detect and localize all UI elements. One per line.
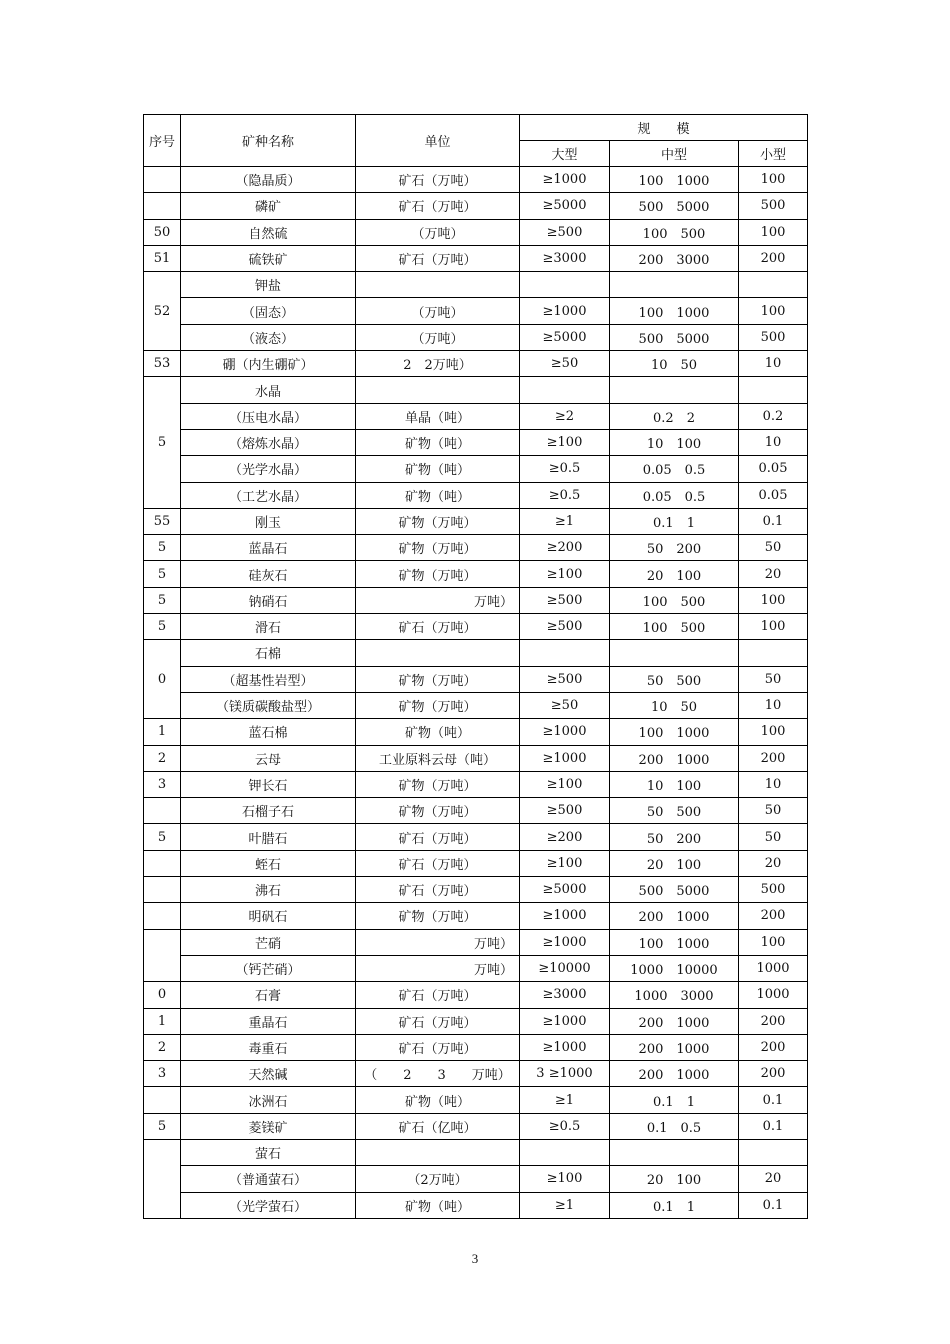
cell-name: （钙芒硝）	[181, 955, 356, 981]
cell-no	[144, 1139, 181, 1218]
cell-small: 100	[739, 587, 808, 613]
cell-small: 200	[739, 745, 808, 771]
cell-name: （液态）	[181, 324, 356, 350]
cell-large: ≥1000	[520, 298, 610, 324]
cell-no	[144, 1087, 181, 1113]
cell-small: 100	[739, 298, 808, 324]
cell-name: （固态）	[181, 298, 356, 324]
cell-unit: 工业原料云母（吨）	[356, 745, 520, 771]
cell-small: 20	[739, 561, 808, 587]
cell-no: 53	[144, 351, 181, 377]
header-small: 小型	[739, 141, 808, 167]
cell-name: 冰洲石	[181, 1087, 356, 1113]
cell-medium: 50 200	[610, 535, 739, 561]
cell-medium: 20 100	[610, 1166, 739, 1192]
cell-name: 菱镁矿	[181, 1113, 356, 1139]
cell-medium: 0.1 1	[610, 1192, 739, 1218]
cell-medium: 0.1 1	[610, 1087, 739, 1113]
table-row	[144, 377, 808, 403]
cell-small: 500	[739, 324, 808, 350]
cell-large: ≥1000	[520, 167, 610, 193]
cell-large: ≥1	[520, 508, 610, 534]
table-row	[144, 1061, 808, 1087]
cell-small: 10	[739, 429, 808, 455]
cell-small: 200	[739, 903, 808, 929]
cell-small: 0.2	[739, 403, 808, 429]
cell-large: ≥500	[520, 587, 610, 613]
cell-small: 0.1	[739, 1192, 808, 1218]
cell-small	[739, 1139, 808, 1165]
cell-small: 50	[739, 666, 808, 692]
cell-medium: 100 500	[610, 587, 739, 613]
table-row	[144, 1139, 808, 1165]
cell-medium: 10 50	[610, 692, 739, 718]
table-row	[144, 193, 808, 219]
table-row	[144, 587, 808, 613]
cell-large: 3 ≥1000	[520, 1061, 610, 1087]
cell-small: 50	[739, 824, 808, 850]
cell-unit: 矿物（万吨）	[356, 666, 520, 692]
table-row	[144, 219, 808, 245]
cell-unit: 矿石（万吨）	[356, 877, 520, 903]
cell-medium: 1000 3000	[610, 982, 739, 1008]
cell-name: （光学萤石）	[181, 1192, 356, 1218]
cell-no	[144, 903, 181, 929]
cell-no: 52	[144, 272, 181, 351]
cell-large: ≥100	[520, 771, 610, 797]
cell-large: ≥0.5	[520, 482, 610, 508]
cell-name: （压电水晶）	[181, 403, 356, 429]
cell-small: 0.05	[739, 456, 808, 482]
cell-large: ≥3000	[520, 982, 610, 1008]
cell-small: 500	[739, 877, 808, 903]
table-row	[144, 798, 808, 824]
cell-name: （超基性岩型）	[181, 666, 356, 692]
cell-small: 20	[739, 850, 808, 876]
cell-name: 滑石	[181, 614, 356, 640]
cell-unit: 矿物（万吨）	[356, 798, 520, 824]
cell-large: ≥10000	[520, 955, 610, 981]
cell-unit: 矿石（万吨）	[356, 850, 520, 876]
cell-name: 明矾石	[181, 903, 356, 929]
cell-medium: 200 1000	[610, 1061, 739, 1087]
header-unit: 单位	[356, 115, 520, 167]
cell-unit: 矿物（万吨）	[356, 508, 520, 534]
table-row	[144, 272, 808, 298]
table-row	[144, 929, 808, 955]
cell-large: ≥1	[520, 1192, 610, 1218]
cell-no: 5	[144, 587, 181, 613]
table-row	[144, 535, 808, 561]
cell-name: 刚玉	[181, 508, 356, 534]
cell-large: ≥5000	[520, 877, 610, 903]
cell-medium: 100 500	[610, 614, 739, 640]
cell-small: 10	[739, 351, 808, 377]
cell-small: 100	[739, 719, 808, 745]
cell-name: 蛭石	[181, 850, 356, 876]
cell-unit: 矿物（万吨）	[356, 535, 520, 561]
cell-unit: 2 2万吨）	[356, 351, 520, 377]
cell-medium: 200 1000	[610, 1008, 739, 1034]
cell-small: 100	[739, 929, 808, 955]
table-row	[144, 1008, 808, 1034]
table-row	[144, 877, 808, 903]
cell-large: ≥500	[520, 614, 610, 640]
cell-name: 石榴子石	[181, 798, 356, 824]
cell-name: 重晶石	[181, 1008, 356, 1034]
cell-unit: 矿石（万吨）	[356, 193, 520, 219]
cell-unit: 矿物（吨）	[356, 456, 520, 482]
cell-small: 1000	[739, 955, 808, 981]
cell-small: 500	[739, 193, 808, 219]
table-row	[144, 824, 808, 850]
table-row	[144, 298, 808, 324]
table-row	[144, 1087, 808, 1113]
cell-unit: 矿石（万吨）	[356, 245, 520, 271]
cell-medium: 20 100	[610, 561, 739, 587]
cell-small	[739, 640, 808, 666]
cell-small: 50	[739, 798, 808, 824]
cell-medium: 100 1000	[610, 298, 739, 324]
cell-medium: 200 1000	[610, 1034, 739, 1060]
cell-unit: 矿物（万吨）	[356, 561, 520, 587]
cell-no	[144, 929, 181, 982]
cell-name: 沸石	[181, 877, 356, 903]
cell-unit: 矿物（吨）	[356, 1087, 520, 1113]
cell-small: 0.1	[739, 1113, 808, 1139]
cell-small: 1000	[739, 982, 808, 1008]
cell-large: ≥1000	[520, 1008, 610, 1034]
cell-unit	[356, 640, 520, 666]
table-row	[144, 640, 808, 666]
cell-medium: 500 5000	[610, 193, 739, 219]
cell-large: ≥100	[520, 850, 610, 876]
header-row-1	[144, 115, 808, 141]
cell-unit	[356, 272, 520, 298]
cell-large: ≥200	[520, 535, 610, 561]
cell-medium: 10 100	[610, 771, 739, 797]
cell-small: 0.05	[739, 482, 808, 508]
cell-medium	[610, 640, 739, 666]
cell-medium	[610, 1139, 739, 1165]
cell-name: （隐晶质）	[181, 167, 356, 193]
cell-name: 硫铁矿	[181, 245, 356, 271]
cell-medium: 200 3000	[610, 245, 739, 271]
mineral-scale-table	[143, 114, 808, 1219]
cell-medium: 50 500	[610, 798, 739, 824]
header-scale: 规 模	[520, 115, 808, 141]
cell-no: 5	[144, 535, 181, 561]
header-no: 序号	[144, 115, 181, 167]
cell-unit: 矿石（万吨）	[356, 824, 520, 850]
cell-large: ≥100	[520, 561, 610, 587]
cell-medium: 200 1000	[610, 903, 739, 929]
cell-large	[520, 377, 610, 403]
cell-small	[739, 377, 808, 403]
cell-no: 5	[144, 1113, 181, 1139]
cell-no: 2	[144, 1034, 181, 1060]
table-row	[144, 429, 808, 455]
cell-medium: 100 1000	[610, 929, 739, 955]
cell-large	[520, 272, 610, 298]
cell-unit: 矿石（万吨）	[356, 1008, 520, 1034]
cell-no	[144, 798, 181, 824]
cell-medium: 10 100	[610, 429, 739, 455]
table-row	[144, 482, 808, 508]
cell-large: ≥1	[520, 1087, 610, 1113]
cell-name: （光学水晶）	[181, 456, 356, 482]
cell-name: 水晶	[181, 377, 356, 403]
cell-unit: （万吨）	[356, 324, 520, 350]
cell-unit: 万吨）	[356, 929, 520, 955]
cell-large: ≥5000	[520, 193, 610, 219]
cell-medium: 0.05 0.5	[610, 482, 739, 508]
table-row	[144, 403, 808, 429]
cell-unit: （万吨）	[356, 219, 520, 245]
cell-no: 3	[144, 1061, 181, 1087]
cell-name: 石棉	[181, 640, 356, 666]
cell-medium	[610, 377, 739, 403]
cell-medium: 50 500	[610, 666, 739, 692]
cell-no: 0	[144, 982, 181, 1008]
cell-medium: 500 5000	[610, 324, 739, 350]
cell-name: 蓝晶石	[181, 535, 356, 561]
cell-medium: 0.2 2	[610, 403, 739, 429]
cell-unit: 矿石（万吨）	[356, 1034, 520, 1060]
cell-no: 55	[144, 508, 181, 534]
cell-large: ≥5000	[520, 324, 610, 350]
cell-unit: 矿石（万吨）	[356, 982, 520, 1008]
cell-name: （镁质碳酸盐型）	[181, 692, 356, 718]
cell-no: 3	[144, 771, 181, 797]
cell-small: 100	[739, 219, 808, 245]
cell-large: ≥0.5	[520, 456, 610, 482]
cell-small: 200	[739, 1061, 808, 1087]
cell-large: ≥50	[520, 351, 610, 377]
cell-unit: 万吨）	[356, 587, 520, 613]
cell-no: 1	[144, 1008, 181, 1034]
table-row	[144, 903, 808, 929]
cell-no: 5	[144, 377, 181, 508]
cell-name: （工艺水晶）	[181, 482, 356, 508]
cell-medium: 10 50	[610, 351, 739, 377]
cell-name: 硅灰石	[181, 561, 356, 587]
table-row	[144, 1113, 808, 1139]
cell-no: 51	[144, 245, 181, 271]
cell-small: 10	[739, 771, 808, 797]
cell-small: 20	[739, 1166, 808, 1192]
header-medium: 中型	[610, 141, 739, 167]
table-row	[144, 508, 808, 534]
cell-name: （普通萤石）	[181, 1166, 356, 1192]
cell-name: 钾长石	[181, 771, 356, 797]
cell-name: 芒硝	[181, 929, 356, 955]
table-row	[144, 324, 808, 350]
cell-large: ≥100	[520, 1166, 610, 1192]
cell-no	[144, 877, 181, 903]
cell-small: 200	[739, 1034, 808, 1060]
cell-large: ≥1000	[520, 929, 610, 955]
cell-name: 叶腊石	[181, 824, 356, 850]
cell-name: 自然硫	[181, 219, 356, 245]
table-row	[144, 1166, 808, 1192]
cell-name: 蓝石棉	[181, 719, 356, 745]
cell-no	[144, 850, 181, 876]
cell-large: ≥0.5	[520, 1113, 610, 1139]
cell-name: 云母	[181, 745, 356, 771]
cell-medium: 1000 10000	[610, 955, 739, 981]
table-row	[144, 666, 808, 692]
cell-unit: 矿物（万吨）	[356, 903, 520, 929]
cell-no: 0	[144, 640, 181, 719]
cell-small	[739, 272, 808, 298]
cell-unit	[356, 377, 520, 403]
cell-small: 0.1	[739, 508, 808, 534]
cell-small: 100	[739, 167, 808, 193]
table-row	[144, 745, 808, 771]
cell-name: 石膏	[181, 982, 356, 1008]
table-row	[144, 351, 808, 377]
cell-no	[144, 193, 181, 219]
table-row	[144, 456, 808, 482]
table-row	[144, 771, 808, 797]
cell-unit: 矿物（万吨）	[356, 771, 520, 797]
cell-unit: （2万吨）	[356, 1166, 520, 1192]
cell-no	[144, 167, 181, 193]
cell-no: 5	[144, 614, 181, 640]
cell-medium: 0.1 0.5	[610, 1113, 739, 1139]
cell-large: ≥500	[520, 798, 610, 824]
cell-no: 50	[144, 219, 181, 245]
cell-no: 5	[144, 824, 181, 850]
cell-medium: 100 1000	[610, 167, 739, 193]
cell-large: ≥1000	[520, 719, 610, 745]
cell-name: 天然碱	[181, 1061, 356, 1087]
cell-unit: 矿物（吨）	[356, 719, 520, 745]
cell-large: ≥100	[520, 429, 610, 455]
cell-medium: 20 100	[610, 850, 739, 876]
cell-medium: 100 500	[610, 219, 739, 245]
header-name: 矿种名称	[181, 115, 356, 167]
cell-name: （熔炼水晶）	[181, 429, 356, 455]
cell-large	[520, 1139, 610, 1165]
cell-no: 5	[144, 561, 181, 587]
cell-unit: （ 2 3 万吨）	[356, 1061, 520, 1087]
table-row	[144, 850, 808, 876]
table-row	[144, 719, 808, 745]
cell-small: 50	[739, 535, 808, 561]
cell-unit: 矿石（万吨）	[356, 167, 520, 193]
header-large: 大型	[520, 141, 610, 167]
cell-medium: 50 200	[610, 824, 739, 850]
cell-medium: 100 1000	[610, 719, 739, 745]
page-number: 3	[471, 1251, 479, 1266]
cell-medium: 0.1 1	[610, 508, 739, 534]
cell-large: ≥500	[520, 666, 610, 692]
cell-no: 1	[144, 719, 181, 745]
cell-name: 钾盐	[181, 272, 356, 298]
cell-large	[520, 640, 610, 666]
cell-small: 200	[739, 1008, 808, 1034]
table-row	[144, 955, 808, 981]
cell-small: 100	[739, 614, 808, 640]
cell-unit: 矿物（吨）	[356, 429, 520, 455]
table-row	[144, 245, 808, 271]
cell-small: 200	[739, 245, 808, 271]
cell-unit: 矿物（吨）	[356, 1192, 520, 1218]
table-row	[144, 167, 808, 193]
cell-unit: （万吨）	[356, 298, 520, 324]
cell-unit: 矿物（吨）	[356, 482, 520, 508]
cell-large: ≥2	[520, 403, 610, 429]
cell-unit: 矿物（万吨）	[356, 692, 520, 718]
cell-large: ≥50	[520, 692, 610, 718]
table-row	[144, 1192, 808, 1218]
cell-large: ≥1000	[520, 903, 610, 929]
cell-medium: 200 1000	[610, 745, 739, 771]
cell-unit: 单晶（吨）	[356, 403, 520, 429]
table-row	[144, 982, 808, 1008]
cell-small: 10	[739, 692, 808, 718]
cell-name: 钠硝石	[181, 587, 356, 613]
cell-unit: 万吨）	[356, 955, 520, 981]
cell-name: 萤石	[181, 1139, 356, 1165]
table-row	[144, 561, 808, 587]
table-row	[144, 614, 808, 640]
cell-large: ≥3000	[520, 245, 610, 271]
table-row	[144, 692, 808, 718]
cell-large: ≥1000	[520, 745, 610, 771]
cell-small: 0.1	[739, 1087, 808, 1113]
cell-name: 磷矿	[181, 193, 356, 219]
cell-name: 毒重石	[181, 1034, 356, 1060]
cell-unit: 矿石（亿吨）	[356, 1113, 520, 1139]
table-row	[144, 1034, 808, 1060]
cell-large: ≥200	[520, 824, 610, 850]
cell-medium: 500 5000	[610, 877, 739, 903]
cell-medium	[610, 272, 739, 298]
cell-medium: 0.05 0.5	[610, 456, 739, 482]
cell-name: 硼（内生硼矿）	[181, 351, 356, 377]
cell-large: ≥500	[520, 219, 610, 245]
cell-unit	[356, 1139, 520, 1165]
cell-no: 2	[144, 745, 181, 771]
cell-large: ≥1000	[520, 1034, 610, 1060]
cell-unit: 矿石（万吨）	[356, 614, 520, 640]
